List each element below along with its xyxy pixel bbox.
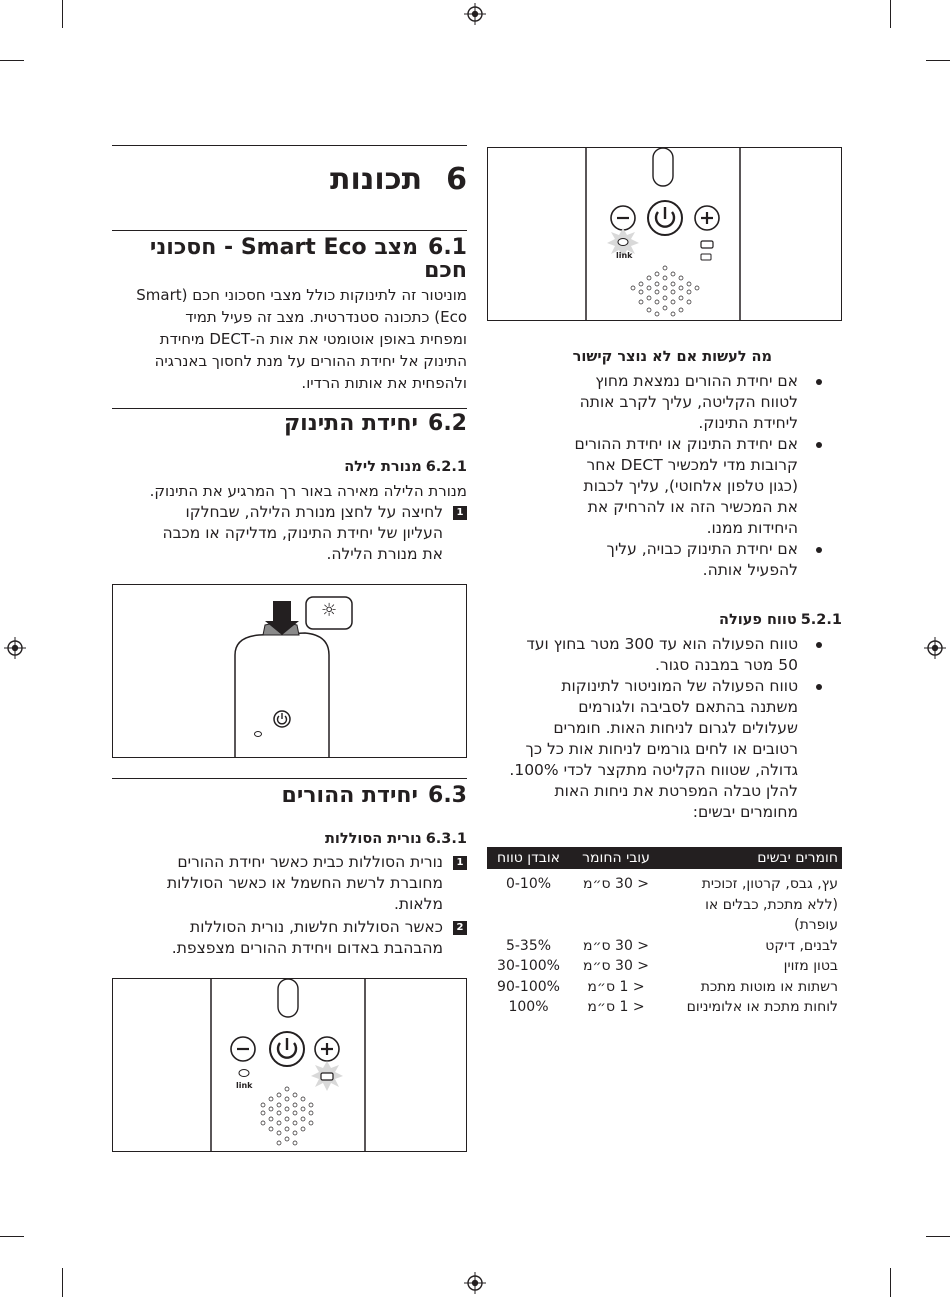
step-line: לחיצה על לחצן מנורת הלילה, שבחלקו	[185, 503, 443, 521]
table-row	[487, 997, 842, 1018]
cell-line: עץ, גבס, קרטון, זכוכית	[701, 876, 838, 892]
bullet-line: מחומרים יבשים:	[692, 803, 798, 821]
material-cell	[662, 956, 842, 977]
loss-cell: 5-35%	[505, 937, 552, 954]
bullet-icon	[816, 442, 822, 448]
section-rule	[112, 778, 467, 779]
subsection-title-text: מנורת לילה	[344, 459, 422, 475]
step-item	[112, 502, 467, 565]
bullet-line: אם יחידת ההורים נמצאת מחוץ	[595, 372, 798, 390]
subsection-title-text: נורית הסוללות	[324, 831, 422, 847]
step-item	[112, 917, 467, 959]
registration-mark-icon	[464, 1272, 486, 1294]
material-table-wrap	[487, 847, 842, 1018]
crop-mark	[0, 1236, 24, 1237]
body-line: Eco) כתכונה סטנדרטית. מצב זה פעיל תמיד	[185, 308, 467, 326]
table-row	[487, 956, 842, 977]
bullet-line: אם יחידת התינוק או יחידת ההורים	[574, 435, 798, 453]
step-line: מחוברת לרשת החשמל או כאשר הסוללות	[166, 874, 443, 892]
bullet-line: לטווח הקליטה, עליך לקרב אותה	[579, 393, 798, 411]
step-item	[112, 852, 467, 915]
step-line: מלאות.	[393, 895, 443, 913]
loss-cell: 0-10%	[505, 876, 552, 892]
step-number-badge: 2	[453, 921, 467, 935]
bullet-item	[487, 434, 842, 539]
registration-mark-icon	[464, 3, 486, 25]
bullet-line: להפעיל אותה.	[702, 561, 798, 579]
thickness-cell: < 30 ס״מ	[582, 876, 650, 892]
subsection-number: 6.3.1	[425, 831, 467, 847]
bullet-icon	[816, 684, 822, 690]
section-title-text: יחידת התינוק	[283, 411, 419, 436]
material-cell	[662, 977, 842, 998]
body-line: התינוק אל יחידת ההורים על מנת לחסוך באנרגיה	[154, 352, 467, 370]
section-rule	[112, 230, 467, 231]
bullet-item	[487, 634, 842, 676]
bullet-line: 50 מטר במבנה סגור.	[655, 656, 798, 674]
loss-cell: 90-100%	[497, 978, 560, 995]
material-attenuation-table	[487, 847, 842, 1018]
bullet-icon	[816, 642, 822, 648]
body-line: ולהפחית את אותות הרדיו.	[301, 374, 467, 392]
link-label: link	[236, 1081, 253, 1090]
section-number: 6.1	[428, 235, 467, 260]
chapter-title-text: תכונות	[329, 162, 423, 197]
bullet-item	[487, 676, 842, 823]
section-6-3-title	[112, 784, 467, 807]
bullet-item	[487, 371, 842, 434]
step-line: העליון של יחידת התינוק, מדליקה או מכבה	[162, 524, 443, 542]
crop-mark	[926, 60, 950, 61]
thickness-cell: < 30 ס״מ	[582, 958, 650, 974]
table-row	[487, 936, 842, 957]
table-row	[487, 977, 842, 998]
subsection-number: 6.2.1	[425, 459, 467, 475]
section-title-line: מצב Smart Eco - חסכוני	[149, 235, 419, 260]
table-header-row	[487, 847, 842, 869]
step-number-badge: 1	[453, 856, 467, 870]
range-list	[487, 634, 842, 823]
bullet-line: להלן טבלה המפרטת את ניחות האות	[554, 782, 798, 800]
crop-mark	[926, 1236, 950, 1237]
loss-cell: 100%	[508, 999, 549, 1015]
subsection-number: 5.2.1	[800, 612, 842, 628]
bullet-line: טווח הפעולה הוא עד 300 מטר בחוץ ועד	[526, 635, 798, 653]
cell-line: לבנים, דיקט	[765, 937, 838, 954]
thickness-cell: < 1 ס״מ	[587, 999, 645, 1015]
bullet-line: משתנה בהתאם לסביבה ולגורמים	[578, 698, 798, 716]
chapter-number: 6	[446, 162, 467, 197]
thickness-cell: < 30 ס״מ	[582, 937, 650, 954]
subsection-6-2-1-title	[112, 458, 467, 476]
bullet-line: טווח הפעולה של המוניטור לתינוקות	[561, 677, 798, 695]
battery-light-steps	[112, 852, 467, 959]
crop-mark	[890, 0, 891, 28]
no-link-list	[487, 371, 842, 581]
section-6-1-title	[112, 236, 467, 282]
column-header: חומרים יבשים	[662, 847, 842, 869]
parent-unit-illustration	[488, 148, 842, 321]
parent-unit-illustration	[113, 979, 467, 1152]
night-light-sun-icon: ☼	[321, 600, 338, 621]
crop-mark	[0, 60, 24, 61]
thickness-cell: < 1 ס״מ	[587, 978, 645, 995]
bullet-line: היחידות ממנו.	[706, 519, 798, 537]
bullet-line: אם יחידת התינוק כבויה, עליך	[606, 540, 798, 558]
chapter-rule	[112, 145, 467, 146]
material-cell	[662, 936, 842, 957]
column-header: עובי החומר	[570, 847, 662, 869]
section-title-text: יחידת ההורים	[281, 783, 419, 808]
section-rule	[112, 408, 467, 409]
crop-mark	[62, 0, 63, 28]
cell-line: (ללא מתכת, כבלים או	[705, 896, 838, 913]
no-link-title: מה לעשות אם לא נוצר קישור	[572, 349, 772, 365]
night-light-steps	[112, 502, 467, 565]
step-line: מהבהבת באדום ויחידת ההורים מצפצפת.	[171, 939, 443, 957]
step-line: נורית הסוללות כבית כאשר יחידת ההורים	[177, 853, 443, 871]
crop-mark	[890, 1268, 891, 1297]
bullet-line: (כגון טלפון אלחוטי), עליך לכבות	[583, 477, 798, 495]
loss-cell: 30-100%	[497, 958, 560, 974]
bullet-icon	[816, 379, 822, 385]
section-number: 6.3	[428, 783, 467, 808]
step-number-badge: 1	[453, 506, 467, 520]
cell-line: רשתות או מוטות מתכת	[700, 978, 838, 995]
parent-unit-battery-light-figure	[112, 978, 467, 1152]
bullet-line: רטובים או לחים גורמים לניחות אות כל כך	[525, 740, 798, 758]
baby-unit-night-light-figure	[112, 584, 467, 758]
table-row	[487, 869, 842, 936]
bullet-line: את המכשיר הזה או להרחיק את	[587, 498, 798, 516]
cell-line: בטון מזוין	[783, 958, 838, 974]
step-line: כאשר הסוללות חלשות, נורית הסוללות	[190, 918, 443, 936]
subsection-5-2-1-title	[487, 611, 842, 629]
bullet-line: ליחידת התינוק.	[698, 414, 798, 432]
section-title-line: חכם	[424, 258, 467, 283]
column-header: אובדן טווח	[487, 847, 570, 869]
cell-line: לוחות מתכת או אלומיניום	[686, 999, 838, 1015]
material-cell	[662, 997, 842, 1018]
bullet-line: גדולה, שטווח הקליטה מתקצר לכדי 100%.	[509, 761, 798, 779]
section-number: 6.2	[428, 411, 467, 436]
parent-unit-link-figure	[487, 147, 842, 321]
bullet-icon	[816, 547, 822, 553]
body-line: ומפחית באופן אוטומטי את אות ה-DECT מיחידת	[159, 330, 467, 348]
subsection-6-3-1-title	[112, 830, 467, 848]
section-6-1-body	[112, 284, 467, 394]
link-label: link	[616, 251, 633, 260]
night-light-intro: מנורת הלילה מאירה באור רך המרגיע את התינוק.	[149, 482, 467, 500]
material-cell	[662, 869, 842, 936]
cell-line: עופרת)	[794, 917, 838, 933]
crop-mark	[62, 1268, 63, 1297]
registration-mark-icon	[924, 637, 946, 659]
bullet-line: קרובות מדי למכשיר DECT אחר	[586, 456, 798, 474]
bullet-line: שעלולים לגרום לניחות האות. חומרים	[553, 719, 798, 737]
registration-mark-icon	[4, 637, 26, 659]
section-6-2-title	[112, 412, 467, 435]
subsection-title-text: טווח פעולה	[718, 612, 797, 628]
baby-unit-illustration	[113, 585, 467, 758]
bullet-item	[487, 539, 842, 581]
body-line: מוניטור זה לתינוקות כולל מצבי חסכוני חכם (Smart	[136, 286, 467, 304]
step-line: את מנורת הלילה.	[326, 545, 443, 563]
chapter-title	[112, 162, 467, 198]
